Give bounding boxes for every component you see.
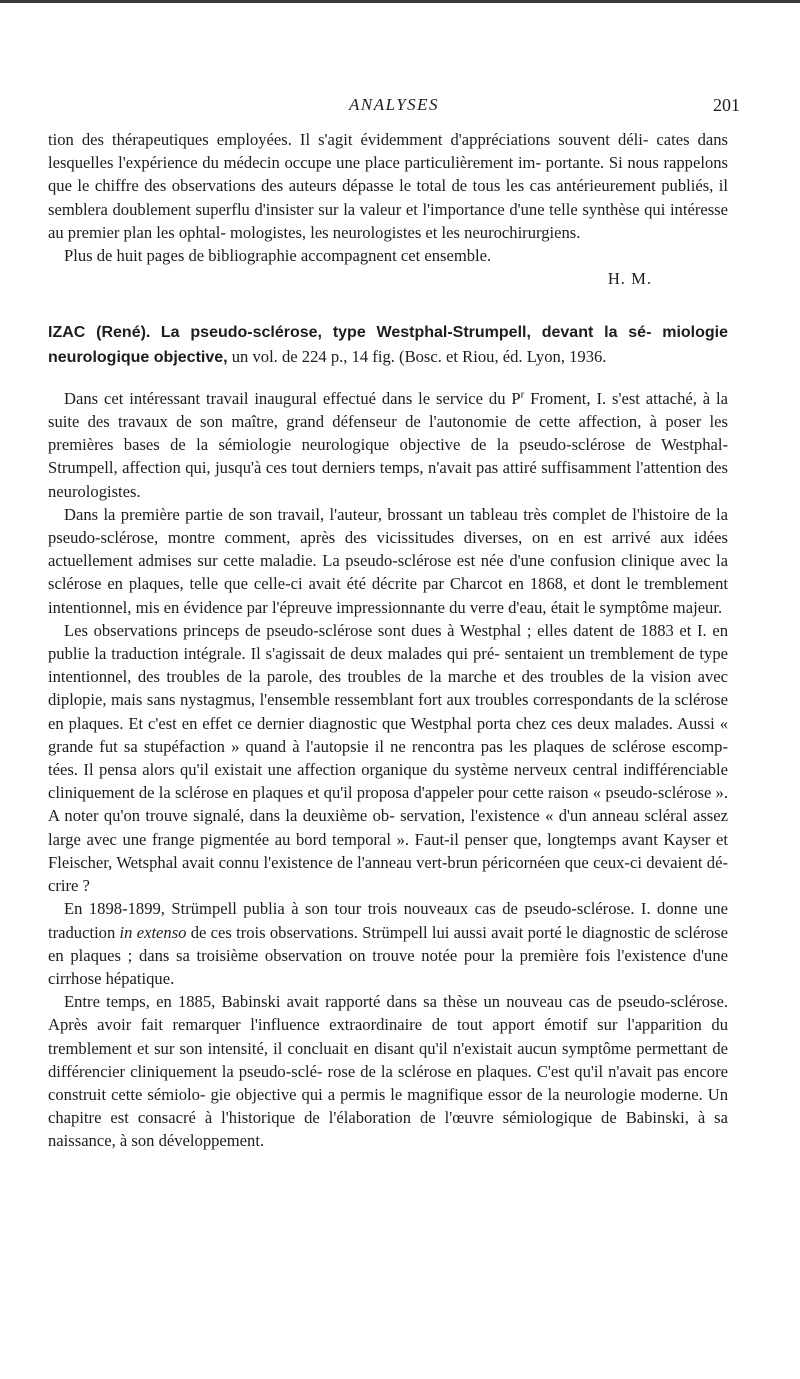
top-rule	[0, 0, 800, 3]
review2-p1-text-cont: Froment, I. s'est attaché, à la suite des travaux de son maître, grand défenseur de l'autonomie de cette affection, à poser les premières bases de la sémiologie neurologique objective de la pseudo-sclérose de Westphal-Strumpell, affection qui, jusqu'à ces tout derniers temps, n'avait pas attiré suffisamment l'attention des neurologistes.	[48, 388, 729, 501]
review2-p4-text: En 1898-1899, Strümpell publia à son tour trois nouveaux cas de pseudo-sclérose. I. donne une traduction	[48, 899, 728, 942]
review1-paragraph-2: Plus de huit pages de bibliographie accompagnent cet ensemble.	[64, 246, 492, 266]
entry-author: IZAC (René).	[48, 324, 151, 342]
review2-paragraph-1	[48, 387, 728, 503]
entry-publication: un vol. de 224 p., 14 fig. (Bosc. et Riou, éd. Lyon, 1936.	[231, 346, 607, 366]
review1-paragraph-1: tion des thérapeutiques employées. Il s'agit évidemment d'appréciations souvent déli- cates dans lesquelles l'expérience du médecin occupe une place particulièrement im- portante. Si nous rappelons que le chiffre des observations des auteurs dépasse le total de tous les cas antérieurement publiés, il semblera doublement superflu d'insister sur la valeur et l'importance d'une telle synthèse qui intéresse au premier plan les ophtal- mologistes, les neurologistes et les neurochirurgiens.	[48, 130, 728, 242]
review2-paragraph-5: Entre temps, en 1885, Babinski avait rapporté dans sa thèse un nouveau cas de pseudo-sclérose. Après avoir fait remarquer l'influence extraordinaire de tout apport émotif sur l'apparition du tremblement et sur son intensité, il concluait en disant qu'il n'existait aucun symptôme permettant de différencier cliniquement la pseudo-sclé- rose de la sclérose en plaques. C'est qu'il n'avait pas encore construit cette sémiolo- gie objective qui a permis le magnifique essor de la neurologie moderne. Un chapitre est consacré à l'historique de l'élaboration de l'œuvre sémiologique de Babinski, à sa naissance, à son développement.	[48, 992, 728, 1151]
page-body	[48, 128, 728, 1153]
page-header	[48, 95, 740, 123]
superscript-r: r	[520, 388, 525, 401]
italic-in-extenso: in extenso	[119, 922, 187, 942]
review2-p4-text-cont: de ces trois observations. Strümpell lui aussi avait porté le diagnostic de sclérose en plaques ; dans sa troisième observation on trouve notée pour la première fois l'existence d'une cirrhose hépatique.	[48, 922, 728, 988]
review2-p1-text: Dans cet intéressant travail inaugural effectué dans le service du P	[64, 388, 521, 408]
reviewer-signature: H. M.	[607, 269, 652, 289]
review2-paragraph-4	[48, 897, 728, 990]
review2-paragraph-3: Les observations princeps de pseudo-sclérose sont dues à Westphal ; elles datent de 1883 et I. en publie la traduction intégrale. Il s'agissait de deux malades qui pré- sentaient un tremblement de type intentionnel, des troubles de la parole, des troubles de la marche et des troubles de la vision avec diplopie, mais sans nystagmus, l'ensemble ressemblant fort aux troubles correspondants de la sclérose en plaques. Et c'est en effet ce dernier diagnostic que Westphal porta chez ces deux malades. Aussi « grande fut sa stupéfaction » quand à l'autopsie il ne rencontra pas les plaques de sclérose escomp- tées. Il pensa alors qu'il existait une affection organique du système nerveux central indifférenciable cliniquement de la sclérose en plaques et qu'il proposa d'appeler pour cette raison « pseudo-sclérose ». A noter qu'on trouve signalé, dans la deuxième ob- servation, l'existence « d'un anneau scléral assez large avec une frange pigmentée au bord temporal ». Faut-il penser que, longtemps avant Kayser et Fleischer, Wetsphal avait connu l'existence de l'anneau vert-brun péricornéen que ceux-ci devaient dé- crire ?	[48, 620, 728, 896]
running-title: ANALYSES	[348, 95, 440, 114]
review2-paragraph-2: Dans la première partie de son travail, l'auteur, brossant un tableau très complet de l'histoire de la pseudo-sclérose, montre comment, après des vicissitudes diverses, on en est arrivé aux idées actuellement admises sur cette maladie. La pseudo-sclérose est née d'une confusion clinique avec la sclérose en plaques, telle que celle-ci avait été décrite par Charcot en 1868, et dont le tremblement intentionnel, mis en évidence par l'épreuve impressionnante du verre d'eau, était le symptôme majeur.	[48, 504, 728, 617]
page-number: 201	[713, 95, 740, 115]
entry-title: La pseudo-sclérose, type Westphal-Strumpell, devant la sé- miologie neurologique objective,	[48, 324, 729, 366]
bibliographic-entry	[48, 320, 728, 368]
